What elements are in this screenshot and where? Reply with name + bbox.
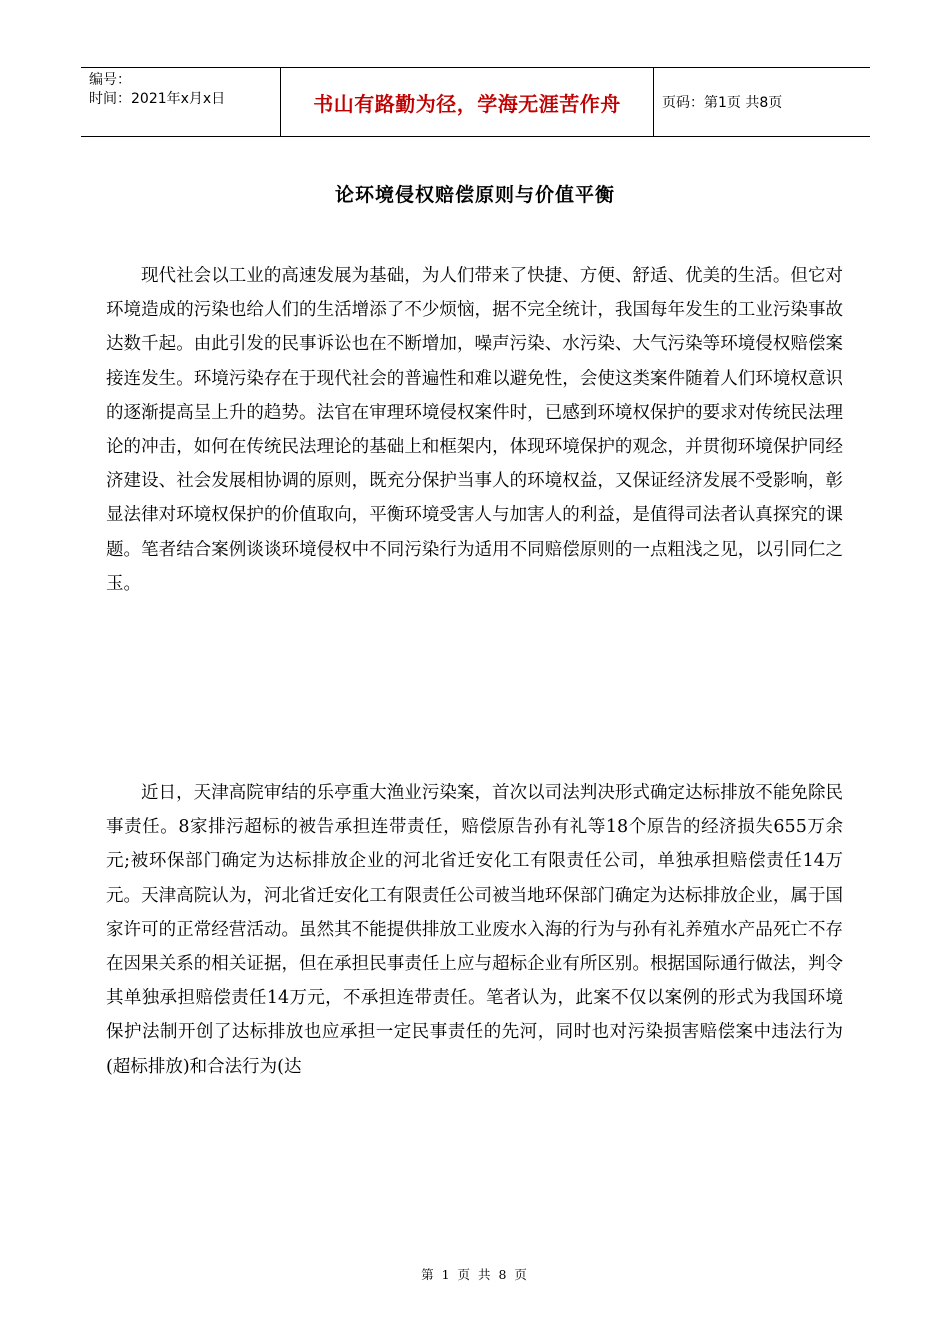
header-motto: 书山有路勤为径，学海无涯苦作舟 bbox=[281, 68, 654, 136]
document-title: 论环境侵权赔偿原则与价值平衡 bbox=[334, 184, 615, 206]
document-number-label: 编号： bbox=[89, 72, 131, 88]
header-meta-cell bbox=[81, 68, 281, 136]
document-header bbox=[81, 67, 870, 137]
body-paragraph-1: 现代社会以工业的高速发展为基础，为人们带来了快捷、方便、舒适、优美的生活。但它对环境造成的污染也给人们的生活增添了不少烦恼，据不完全统计，我国每年发生的工业污染事故达数千起。由此引发的民事诉讼也在不断增加，噪声污染、水污染、大气污染等环境侵权赔偿案接连发生。环境污染存在于现代社会的普遍性和难以避免性，会使这类案件随着人们环境权意识的逐渐提高呈上升的趋势。法官在审理环境侵权案件时，已感到环境权保护的要求对传统民法理论的冲击，如何在传统民法理论的基础上和框架内，体现环境保护的观念，并贯彻环境保护同经济建设、社会发展相协调的原则，既充分保护当事人的环境权益，又保证经济发展不受影响，彰显法律对环境权保护的价值取向，平衡环境受害人与加害人的利益，是值得司法者认真探究的课题。笔者结合案例谈谈环境侵权中不同污染行为适用不同赔偿原则的一点粗浅之见，以引同仁之玉。 bbox=[106, 266, 843, 594]
page-footer: 第 1 页 共 8 页 bbox=[421, 1267, 529, 1282]
body-paragraph-2: 近日，天津高院审结的乐亭重大渔业污染案，首次以司法判决形式确定达标排放不能免除民事责任。8家排污超标的被告承担连带责任，赔偿原告孙有礼等18个原告的经济损失655万余元;被环保部门确定为达标排放企业的河北省迁安化工有限责任公司，单独承担赔偿责任14万元。天津高院认为，河北省迁安化工有限责任公司被当地环保部门确定为达标排放企业，属于国家许可的正常经营活动。虽然其不能提供排放工业废水入海的行为与孙有礼养殖水产品死亡不存在因果关系的相关证据，但在承担民事责任上应与超标企业有所区别。根据国际通行做法，判令其单独承担赔偿责任14万元，不承担连带责任。笔者认为，此案不仅以案例的形式为我国环境保护法制开创了达标排放也应承担一定民事责任的先河，同时也对污染损害赔偿案中违法行为(超标排放)和合法行为(达 bbox=[106, 783, 843, 1077]
header-page-info: 页码：第1页 共8页 bbox=[662, 95, 783, 111]
document-date-label: 时间：2021年x月x日 bbox=[89, 91, 226, 107]
